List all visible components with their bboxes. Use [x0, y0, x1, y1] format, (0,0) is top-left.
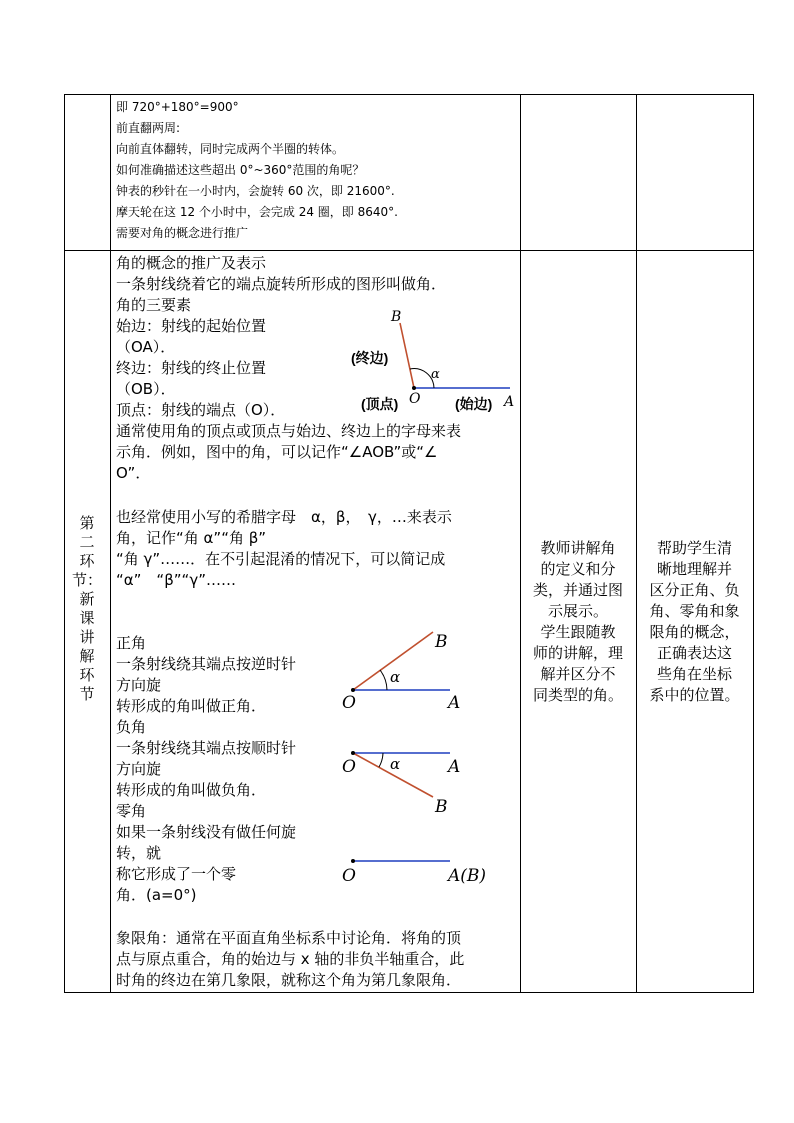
vertex-label: (顶点) — [361, 396, 399, 412]
purpose-line: 系中的位置。 — [649, 686, 740, 704]
vertex-point — [351, 751, 355, 755]
content-line: 称它形成了一个零 — [116, 865, 237, 883]
purpose-line: 晰地理解并 — [656, 560, 732, 578]
angle-parts-figure — [351, 309, 514, 412]
stage-char: 第 — [79, 514, 95, 532]
content-line: 顶点：射线的端点（O）． — [116, 401, 286, 419]
vertex-point — [351, 859, 355, 863]
content-line: （OA）． — [116, 338, 176, 356]
purpose-line: 正确表达这 — [656, 644, 732, 662]
row1-line: 向前直体翻转，同时完成两个半圈的转体。 — [116, 142, 345, 156]
purpose-line: 区分正角、负 — [649, 581, 740, 599]
negative-angle-figure — [342, 751, 460, 817]
content-line: 终边：射线的终止位置 — [116, 359, 267, 377]
vertex-point — [412, 386, 416, 390]
stage-char: 节： — [71, 571, 102, 589]
angle-arc — [380, 670, 387, 690]
content-line: 一条射线绕其端点按逆时针 — [116, 655, 297, 673]
purpose-line: 限角的概念， — [649, 623, 740, 641]
content-line: 始边：射线的起始位置 — [116, 317, 267, 335]
content-line: 通常使用角的顶点或顶点与始边、终边上的字母来表 — [116, 422, 462, 440]
initial-side-label: (始边) — [455, 396, 493, 412]
content-line: “α” “β”“γ”…… — [116, 571, 236, 589]
content-line: O”． — [116, 464, 151, 482]
point-label-o: O — [342, 757, 356, 777]
zero-angle-heading: 零角 — [116, 802, 147, 820]
content-line: 转形成的角叫做正角． — [116, 697, 267, 715]
stage-char: 节 — [79, 685, 95, 703]
purpose-line: 角、零角和象 — [649, 602, 740, 620]
teacher-line: 解并区分不 — [540, 665, 616, 683]
content-line: 也经常使用小写的希腊字母 α，β， γ，…来表示 — [116, 508, 452, 526]
teacher-line: 类，并通过图 — [532, 581, 623, 599]
alpha-label: α — [390, 668, 401, 686]
teacher-line: 示展示。 — [547, 602, 608, 620]
row1-line: 如何准确描述这些超出 0°~360°范围的角呢？ — [116, 163, 365, 177]
purpose-line: 帮助学生清 — [656, 539, 732, 557]
point-label-a: A — [504, 394, 515, 410]
section-heading: 角的概念的推广及表示 — [116, 254, 267, 272]
point-label-a: A — [448, 757, 461, 777]
angle-definition: 一条射线绕着它的端点旋转所形成的图形叫做角． — [116, 275, 447, 293]
point-label-a: A — [448, 693, 461, 713]
content-line: 角，记作“角 α”“角 β” — [116, 529, 267, 547]
stage-char: 解 — [79, 647, 95, 665]
alpha-label: α — [431, 367, 440, 382]
teacher-line: 学生跟随教 — [540, 623, 616, 641]
content-line: 转形成的角叫做负角． — [116, 781, 267, 799]
row1-line: 钟表的秒针在一小时内，会旋转 60 次，即 21600°. — [116, 184, 395, 198]
point-label-b: B — [391, 309, 402, 325]
quadrant-angle-text: 象限角：通常在平面直角坐标系中讨论角．将角的顶 — [116, 929, 462, 947]
teacher-line: 同类型的角。 — [532, 686, 623, 704]
teacher-line: 教师讲解角 — [540, 539, 616, 557]
three-elements-heading: 角的三要素 — [116, 296, 192, 314]
teacher-line: 的定义和分 — [540, 560, 616, 578]
point-label-b: B — [435, 797, 448, 817]
point-label-o: O — [342, 693, 356, 713]
content-line: 转，就 — [116, 844, 162, 862]
point-label-o: O — [409, 391, 421, 407]
stage-char: 环 — [79, 666, 95, 684]
teacher-line: 师的讲解，理 — [532, 644, 623, 662]
zero-angle-figure — [342, 859, 486, 886]
stage-char: 环 — [79, 552, 95, 570]
point-label-o: O — [342, 866, 356, 886]
stage-char: 新 — [79, 590, 95, 608]
positive-angle-heading: 正角 — [116, 634, 147, 652]
content-line: 示角．例如，图中的角，可以记作“∠AOB”或“∠ — [116, 443, 438, 461]
alpha-label: α — [390, 755, 401, 773]
row1-line: 前直翻两周: — [116, 121, 181, 135]
content-line: “角 γ”……．在不引起混淆的情况下，可以简记成 — [116, 550, 446, 568]
point-label-ab: A(B) — [448, 866, 487, 886]
row1-line: 摩天轮在这 12 个小时中，会完成 24 圈，即 8640°. — [116, 205, 398, 219]
positive-angle-figure — [342, 632, 460, 713]
purpose-line: 些角在坐标 — [656, 665, 732, 683]
stage-char: 课 — [79, 609, 95, 627]
content-line: 角．(a=0°) — [116, 886, 197, 904]
content-line: （OB）． — [116, 380, 176, 398]
content-line: 一条射线绕其端点按顺时针 — [116, 739, 297, 757]
angle-arc — [379, 753, 383, 767]
stage-char: 讲 — [79, 628, 95, 646]
content-line: 方向旋 — [116, 760, 162, 778]
stage-char: 二 — [79, 533, 95, 551]
row1-line: 需要对角的概念进行推广 — [116, 226, 249, 240]
content-line: 如果一条射线没有做任何旋 — [116, 823, 297, 841]
row1-line: 即 720°+180°=900° — [116, 100, 239, 114]
vertex-point — [351, 688, 355, 692]
terminal-side-line — [400, 323, 414, 388]
content-line: 时角的终边在第几象限，就称这个角为第几象限角． — [116, 971, 462, 989]
point-label-b: B — [435, 632, 448, 652]
content-line: 点与原点重合，角的始边与 x 轴的非负半轴重合，此 — [116, 950, 465, 968]
negative-angle-heading: 负角 — [116, 718, 147, 736]
terminal-side-label: (终边) — [351, 350, 389, 366]
content-line: 方向旋 — [116, 676, 162, 694]
